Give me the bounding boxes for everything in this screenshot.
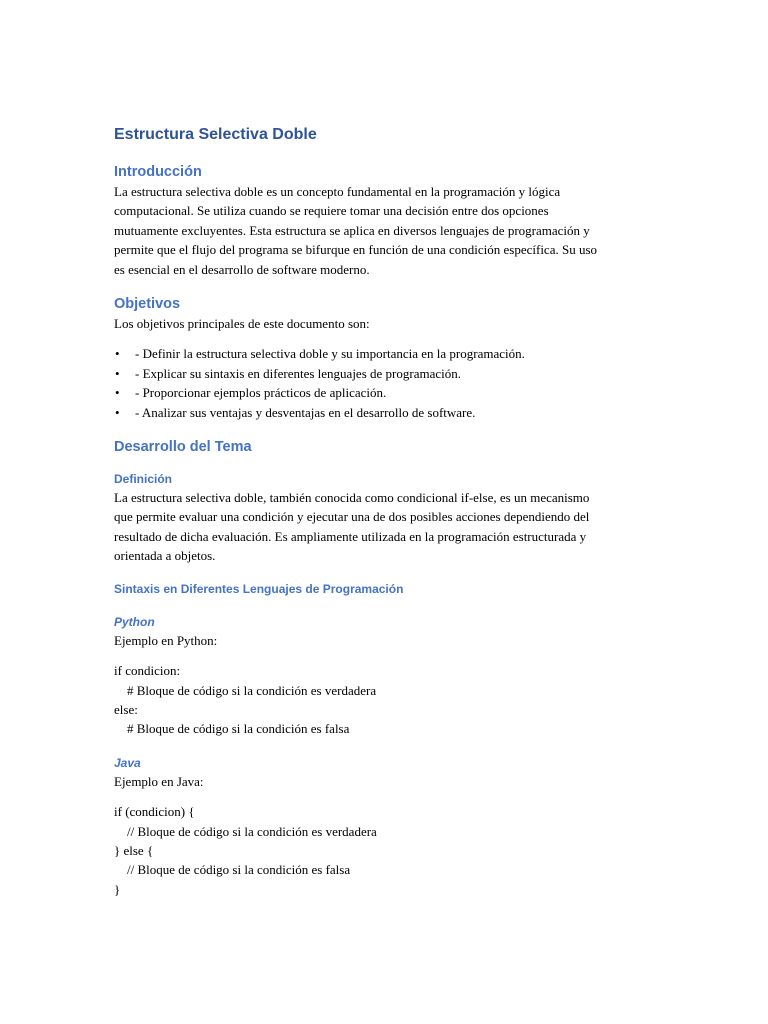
list-item-text: - Proporcionar ejemplos prácticos de aplicación. bbox=[135, 385, 387, 401]
objectives-heading: Objetivos bbox=[114, 296, 181, 313]
paragraph-line: mutuamente excluyentes. Esta estructura se aplica en diversos lenguajes de programación y bbox=[114, 222, 590, 238]
python-lead: Ejemplo en Python: bbox=[114, 632, 218, 648]
bullet-icon: • bbox=[115, 385, 120, 401]
intro-heading: Introducción bbox=[114, 164, 202, 180]
code-line: # Bloque de código si la condición es verdadera bbox=[114, 682, 377, 698]
list-item bbox=[114, 364, 658, 383]
python-code-block bbox=[114, 661, 658, 739]
paragraph-line: es esencial en el desarrollo de software moderno. bbox=[114, 261, 370, 277]
list-item bbox=[114, 403, 658, 422]
paragraph-line: orientada a objetos. bbox=[114, 548, 216, 564]
intro-paragraph bbox=[114, 182, 658, 279]
paragraph-line: La estructura selectiva doble es un concepto fundamental en la programación y lógica bbox=[114, 184, 561, 199]
objectives-lead: Los objetivos principales de este documento son: bbox=[114, 316, 370, 332]
paragraph-line: que permite evaluar una condición y ejecutar una de dos posibles acciones dependiendo del bbox=[114, 509, 590, 525]
paragraph-line: computacional. Se utiliza cuando se requiere tomar una decisión entre dos opciones bbox=[114, 203, 549, 219]
list-item bbox=[114, 383, 658, 402]
paragraph-line: La estructura selectiva doble, también conocida como condicional if-else, es un mecanismo bbox=[114, 490, 590, 506]
objectives-list bbox=[114, 344, 658, 422]
code-line: # Bloque de código si la condición es falsa bbox=[114, 721, 350, 737]
java-heading: Java bbox=[114, 755, 141, 770]
development-heading: Desarrollo del Tema bbox=[114, 439, 252, 456]
code-line: } bbox=[114, 881, 121, 897]
java-code-block bbox=[114, 802, 658, 899]
bullet-icon: • bbox=[115, 365, 120, 381]
paragraph-line: permite que el flujo del programa se bifurque en función de una condición específica. Su uso bbox=[114, 242, 598, 258]
list-item-text: - Explicar su sintaxis en diferentes lenguajes de programación. bbox=[135, 365, 461, 381]
syntax-heading: Sintaxis en Diferentes Lenguajes de Programación bbox=[114, 581, 404, 596]
document-title: Estructura Selectiva Doble bbox=[114, 126, 317, 143]
list-item bbox=[114, 344, 658, 363]
bullet-icon: • bbox=[115, 346, 120, 362]
code-line: else: bbox=[114, 701, 138, 717]
java-lead: Ejemplo en Java: bbox=[114, 773, 204, 789]
code-line: if (condicion) { bbox=[114, 804, 195, 820]
document-page bbox=[114, 124, 658, 899]
code-line: // Bloque de código si la condición es falsa bbox=[114, 862, 351, 878]
code-line: } else { bbox=[114, 842, 154, 858]
definition-paragraph bbox=[114, 488, 658, 566]
definition-heading: Definición bbox=[114, 472, 173, 487]
list-item-text: - Analizar sus ventajas y desventajas en el desarrollo de software. bbox=[135, 404, 476, 420]
bullet-icon: • bbox=[115, 404, 120, 420]
paragraph-line: resultado de dicha evaluación. Es ampliamente utilizada en la programación estructurada y bbox=[114, 528, 587, 544]
code-line: if condicion: bbox=[114, 663, 181, 679]
code-line: // Bloque de código si la condición es verdadera bbox=[114, 823, 377, 839]
list-item-text: - Definir la estructura selectiva doble y su importancia en la programación. bbox=[135, 346, 525, 362]
python-heading: Python bbox=[114, 614, 155, 629]
